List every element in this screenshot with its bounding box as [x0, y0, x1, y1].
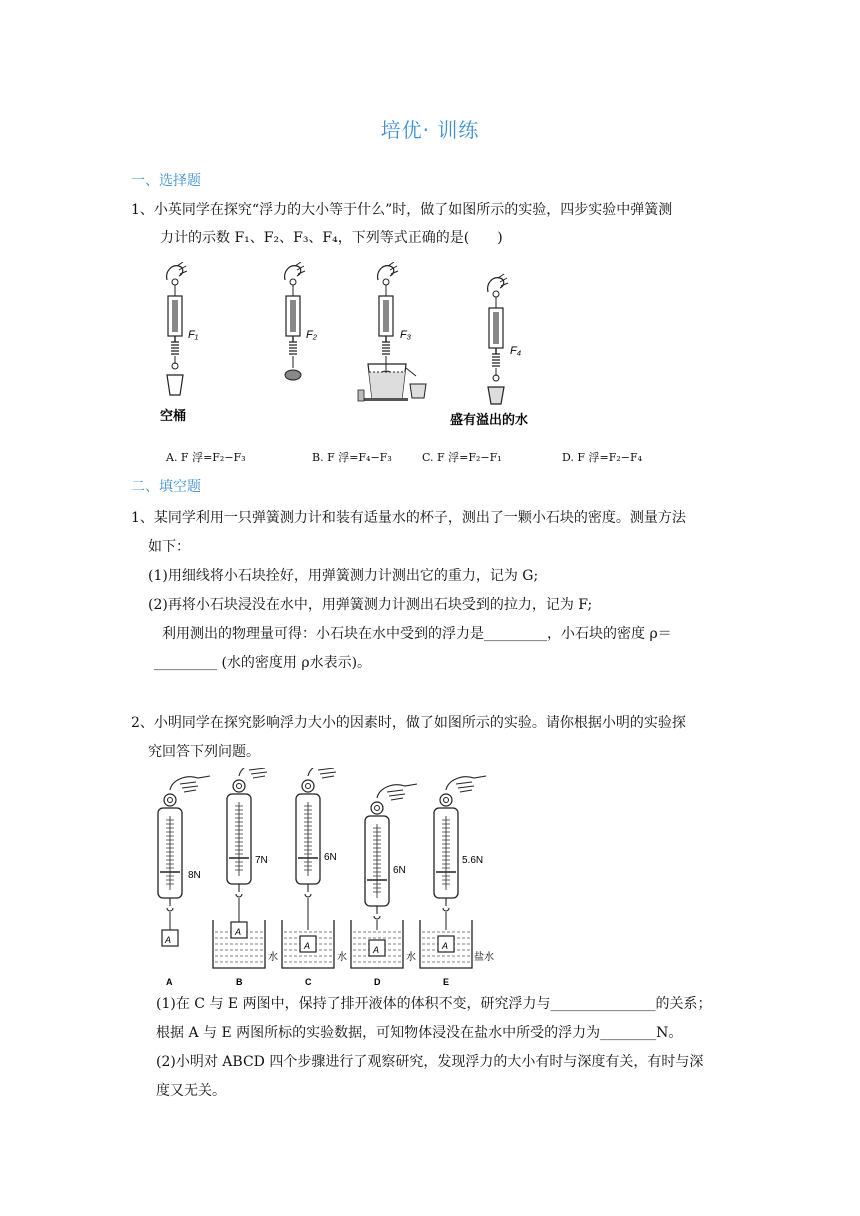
step-letter-b: B: [236, 977, 243, 987]
block-label-d: A: [373, 945, 380, 955]
block-label-a: A: [165, 935, 172, 945]
fill-2-sub1b: 根据 A 与 E 两图所标的实验数据，可知物体浸没在盐水中所受的浮力为________N。: [156, 1025, 683, 1041]
fill-1-step1: (1)用细线将小石块拴好，用弹簧测力计测出它的重力，记为 G;: [148, 568, 539, 584]
scale-label-f2: F₂: [306, 329, 317, 341]
fill-2-line1: 2、小明同学在探究影响浮力大小的因素时，做了如图所示的实验。请你根据小明的实验探: [131, 715, 686, 731]
option-d: D. F 浮=F₂−F₄: [562, 451, 643, 464]
fill-1-line2: 如下：: [148, 539, 190, 555]
caption-empty-bucket: 空桶: [160, 408, 187, 423]
question-1-text-line1: 1、小英同学在探究“浮力的大小等于什么”时，做了如图所示的实验，四步实验中弹簧测: [131, 202, 673, 218]
option-a: A. F 浮=F₂−F₃: [166, 451, 246, 464]
liquid-label-b: 水: [268, 952, 278, 963]
fill-1-line5: 利用测出的物理量可得：小石块在水中受到的浮力是_________，小石块的密度 ρ＝: [162, 626, 672, 642]
liquid-label-c: 水: [337, 952, 347, 963]
fill-1-line1: 1、某同学利用一只弹簧测力计和装有适量水的杯子，测出了一颗小石块的密度。测量方法: [131, 510, 686, 526]
step-letter-d: D: [374, 977, 381, 987]
option-b: B. F 浮=F₄−F₃: [312, 451, 392, 464]
caption-overflow-water: 盛有溢出的水: [450, 412, 529, 427]
fill-1-line6: _________ (水的密度用 ρ水表示)。: [154, 655, 372, 671]
fill-2-sub2b: 度又无关。: [156, 1083, 226, 1099]
liquid-label-d: 水: [406, 952, 416, 963]
section-heading-choice: 一、选择题: [131, 173, 201, 189]
step-letter-e: E: [443, 977, 450, 987]
reading-d: 6N: [393, 865, 406, 876]
fill-2-line2: 究回答下列问题。: [148, 744, 260, 760]
step-letter-a: A: [166, 977, 173, 987]
fill-2-sub2a: (2)小明对 ABCD 四个步骤进行了观察研究，发现浮力的大小有时与深度有关，有时与深: [156, 1054, 704, 1070]
question-1-figure: [150, 262, 570, 432]
question-1-text-line2: 力计的示数 F₁、F₂、F₃、F₄，下列等式正确的是( ): [160, 230, 503, 246]
section-heading-fill: 二、填空题: [131, 479, 201, 495]
block-label-c: A: [304, 941, 311, 951]
reading-b: 7N: [255, 855, 268, 866]
scale-label-f1: F₁: [188, 329, 199, 341]
question-2-figure: [148, 768, 508, 990]
block-label-b: A: [235, 927, 242, 937]
page-title: 培优· 训练: [380, 118, 480, 142]
reading-c: 6N: [324, 852, 337, 863]
step-letter-c: C: [305, 977, 312, 987]
block-label-e: A: [442, 941, 449, 951]
reading-e: 5.6N: [462, 855, 484, 866]
option-c: C. F 浮=F₂−F₁: [422, 451, 502, 464]
scale-label-f3: F₃: [400, 329, 412, 341]
scale-label-f4: F₄: [510, 345, 522, 357]
liquid-label-e: 盐水: [474, 952, 494, 963]
fill-1-step2: (2)再将小石块浸没在水中，用弹簧测力计测出石块受到的拉力，记为 F;: [148, 597, 593, 613]
reading-a: 8N: [188, 870, 201, 881]
fill-2-sub1a: (1)在 C 与 E 两图中，保持了排开液体的体积不变，研究浮力与_______________的关系；: [156, 996, 712, 1012]
